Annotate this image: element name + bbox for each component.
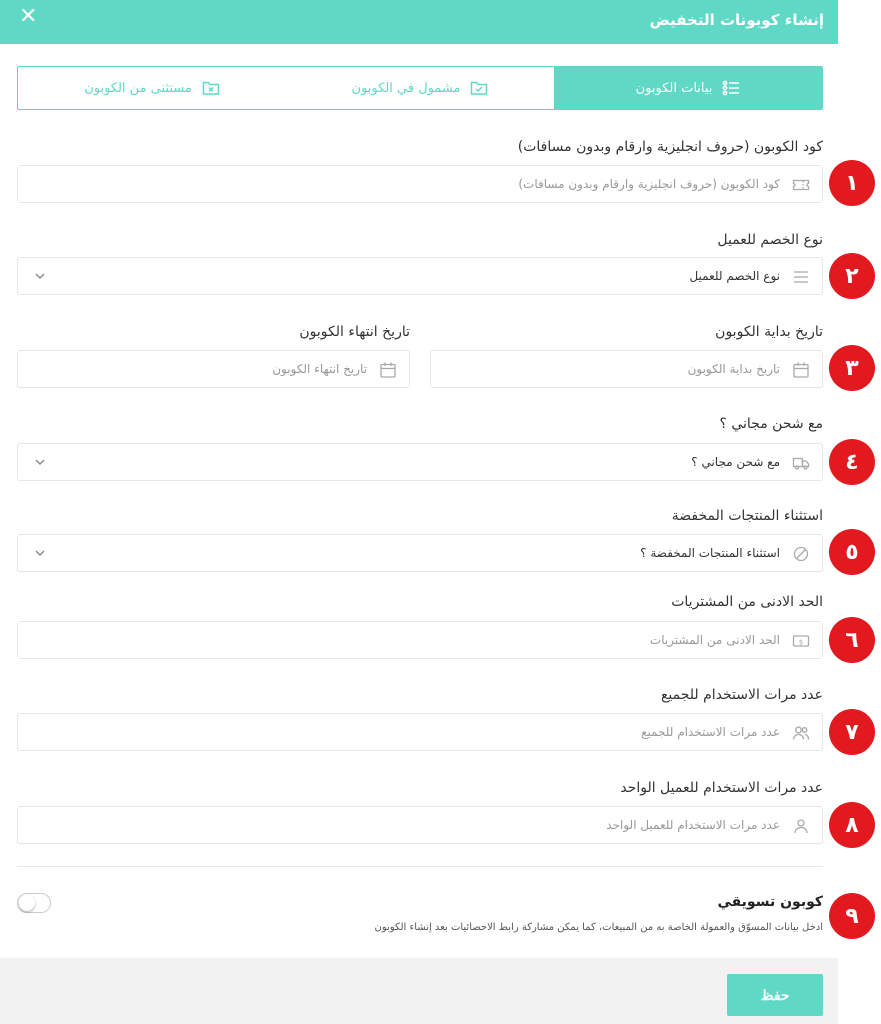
free-shipping-label: مع شحن مجاني ؟	[719, 416, 823, 432]
calendar-icon	[792, 361, 810, 379]
section-divider	[17, 866, 823, 867]
end-date-placeholder: تاريخ انتهاء الكوبون	[272, 362, 367, 376]
marketing-coupon-title: كوبون تسويقي	[717, 894, 823, 910]
truck-icon	[792, 454, 810, 472]
usage-per-customer-placeholder: عدد مرات الاستخدام للعميل الواحد	[606, 818, 780, 832]
coupon-code-input[interactable]	[17, 165, 823, 203]
calendar-icon	[379, 361, 397, 379]
step-badge-3: ٣	[829, 345, 875, 391]
step-badge-4: ٤	[829, 439, 875, 485]
step-badge-2: ٢	[829, 253, 875, 299]
modal-title: إنشاء كوبونات التخفيض	[649, 11, 824, 29]
start-date-label: تاريخ بداية الكوبون	[715, 324, 823, 340]
step-badge-6: ٦	[829, 617, 875, 663]
free-shipping-value: مع شحن مجاني ؟	[691, 455, 780, 469]
usage-all-placeholder: عدد مرات الاستخدام للجميع	[641, 725, 780, 739]
discount-type-value: نوع الخصم للعميل	[689, 269, 780, 283]
tab-coupon-data[interactable]	[554, 67, 822, 109]
tab-label: مستثنى من الكوبون	[84, 80, 192, 96]
chevron-down-icon	[34, 456, 46, 468]
usage-all-label: عدد مرات الاستخدام للجميع	[660, 687, 823, 703]
close-icon[interactable]: ✕	[19, 4, 38, 29]
step-badge-8: ٨	[829, 802, 875, 848]
usage-per-customer-input[interactable]	[17, 806, 823, 844]
users-icon	[792, 724, 810, 742]
money-icon	[792, 632, 810, 650]
tab-label: مشمول في الكوبون	[351, 80, 461, 96]
chevron-down-icon	[34, 547, 46, 559]
save-button[interactable]: حفظ	[727, 974, 823, 1016]
folder-x-icon	[202, 79, 220, 97]
step-badge-1: ١	[829, 160, 875, 206]
step-badge-5: ٥	[829, 529, 875, 575]
list-icon	[722, 79, 740, 97]
tab-excluded[interactable]	[18, 67, 286, 109]
tab-label: بيانات الكوبون	[635, 80, 713, 96]
exclude-discounted-label: استثناء المنتجات المخفضة	[671, 508, 823, 524]
coupon-code-label: كود الكوبون (حروف انجليزية وارقام وبدون مسافات)	[517, 139, 823, 155]
min-purchase-placeholder: الحد الادنى من المشتريات	[649, 633, 780, 647]
exclude-discounted-select[interactable]	[17, 534, 823, 572]
menu-lines-icon	[792, 268, 810, 286]
svg-text:$: $	[798, 638, 804, 647]
marketing-coupon-toggle[interactable]	[17, 893, 51, 913]
usage-all-input[interactable]	[17, 713, 823, 751]
min-purchase-label: الحد الادنى من المشتريات	[671, 594, 823, 610]
tab-bar	[17, 66, 823, 110]
chevron-down-icon	[34, 270, 46, 282]
step-badge-9: ٩	[829, 893, 875, 939]
step-badge-7: ٧	[829, 709, 875, 755]
start-date-placeholder: تاريخ بداية الكوبون	[687, 362, 780, 376]
coupon-code-placeholder: كود الكوبون (حروف انجليزية وارقام وبدون مسافات)	[518, 177, 780, 191]
toggle-knob	[19, 895, 35, 911]
folder-check-icon	[470, 79, 488, 97]
min-purchase-input[interactable]	[17, 621, 823, 659]
discount-type-select[interactable]	[17, 257, 823, 295]
exclude-discounted-value: استثناء المنتجات المخفضة ؟	[640, 546, 780, 560]
end-date-input[interactable]	[17, 350, 410, 388]
ban-icon	[792, 545, 810, 563]
start-date-input[interactable]	[430, 350, 823, 388]
ticket-icon	[792, 176, 810, 194]
end-date-label: تاريخ انتهاء الكوبون	[299, 324, 410, 340]
tab-included[interactable]	[286, 67, 554, 109]
free-shipping-select[interactable]	[17, 443, 823, 481]
marketing-coupon-description: ادخل بيانات المسوّق والعمولة الخاصة به من المبيعات، كما يمكن مشاركة رابط الاحصائيات بعد إنشاء الكوبون	[374, 922, 823, 933]
usage-per-customer-label: عدد مرات الاستخدام للعميل الواحد	[620, 780, 823, 796]
modal-footer	[0, 958, 838, 1024]
modal-header	[0, 0, 838, 44]
discount-type-label: نوع الخصم للعميل	[717, 232, 823, 248]
user-icon	[792, 817, 810, 835]
